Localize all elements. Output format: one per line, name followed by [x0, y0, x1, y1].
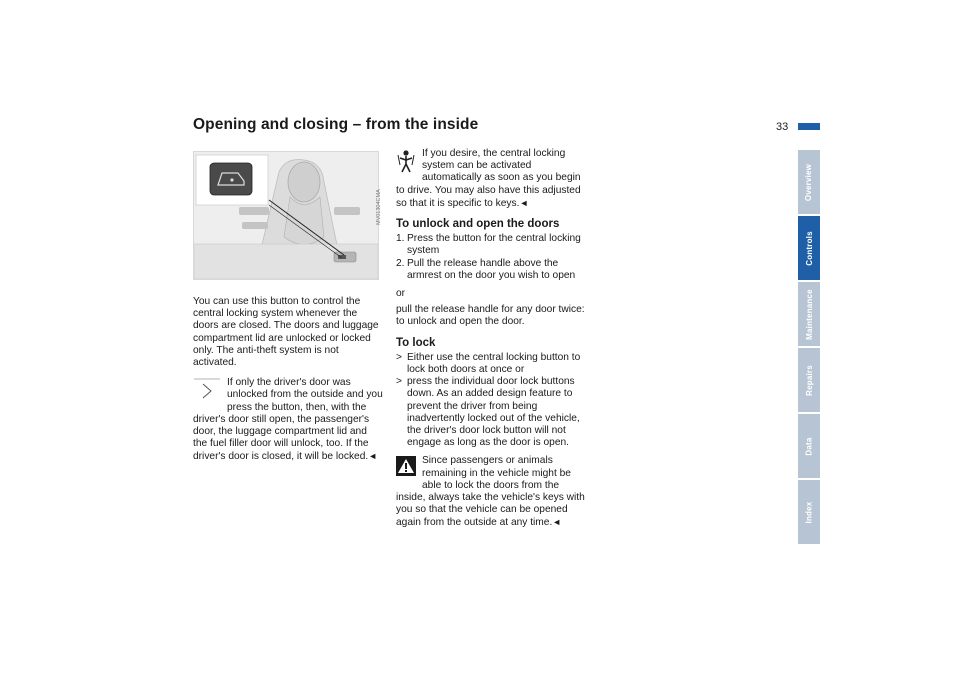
- tab-controls[interactable]: [798, 216, 820, 280]
- left-column: [193, 296, 383, 472]
- note-block: [193, 377, 383, 463]
- end-marker: ◄: [519, 197, 529, 208]
- step-text: Pull the release handle above the armrest on the door you wish to open: [407, 257, 576, 281]
- warning-triangle-icon: [396, 456, 418, 482]
- tab-overview[interactable]: [798, 150, 820, 214]
- tab-label: Repairs: [804, 364, 814, 396]
- list-item: [396, 352, 590, 376]
- warning-block: [396, 455, 590, 529]
- unlock-heading: To unlock and open the doors: [396, 218, 560, 231]
- end-marker: ◄: [368, 451, 378, 462]
- tab-label: Index: [804, 501, 814, 523]
- console-illustration: [193, 151, 379, 280]
- console-drawing: [194, 152, 378, 279]
- note-text: If you desire, the central locking system can be activated automatically as soon as you begin to drive. You may also have this adjusted so that it is specific to keys.: [396, 148, 581, 209]
- figure-code: MV01304CMA: [376, 189, 382, 225]
- step-number: 1.: [396, 233, 405, 245]
- warning-text: Since passengers or animals remaining in the vehicle might be able to lock the doors from the inside, always take the vehicle's keys with you so that the vehicle can be opened again from the outside at any time.: [396, 455, 585, 529]
- tab-label: Controls: [804, 230, 814, 266]
- step-number: 2.: [396, 257, 405, 269]
- unlock-steps: [396, 233, 590, 282]
- lock-heading: To lock: [396, 336, 436, 349]
- note-text: If only the driver's door was unlocked from the outside and you press the button, then, with the driver's door still open, the passenger's door, the luggage compartment lid and the fuel filler door will unlock, too. If the driver's door is closed, it will be locked.: [193, 377, 383, 463]
- step-text: Press the button for the central locking system: [407, 233, 581, 257]
- item-text: Either use the central locking button to lock both doors at once or: [407, 351, 581, 376]
- tab-index[interactable]: [798, 480, 820, 544]
- bullet-mark: >: [396, 351, 402, 363]
- item-text: press the individual door lock buttons down. As an added design feature to prevent the driver from being inadvertently locked out of the vehicle, the driver's door lock button will not engage as long as the door is open.: [407, 376, 580, 449]
- person-icon: [396, 149, 418, 175]
- tab-label: Data: [804, 436, 814, 456]
- tab-maintenance[interactable]: [798, 282, 820, 346]
- tab-label: Maintenance: [804, 288, 814, 340]
- bullet-mark: >: [396, 376, 402, 388]
- lock-items: [396, 352, 590, 450]
- page-number: 33: [776, 121, 789, 133]
- note-arrow-icon: [193, 378, 223, 404]
- note-block: [396, 148, 590, 210]
- list-item: [396, 233, 590, 257]
- tab-data[interactable]: [798, 414, 820, 478]
- tab-label: Overview: [804, 163, 814, 201]
- tab-repairs[interactable]: [798, 348, 820, 412]
- end-marker: ◄: [552, 517, 562, 528]
- right-column: [396, 148, 590, 538]
- list-item: [396, 258, 590, 282]
- page-marker: [798, 123, 820, 130]
- list-item: [396, 376, 590, 449]
- intro-paragraph: You can use this button to control the central locking system whenever the doors are closed. The doors and luggage compartment lid are unlocked or locked only. The anti-theft system is not activated.: [193, 296, 379, 369]
- section-tabs: [798, 150, 820, 546]
- page-title: Opening and closing – from the inside: [193, 116, 479, 133]
- or-text: or: [396, 288, 406, 300]
- unlock-alternative: pull the release handle for any door twice: to unlock and open the door.: [396, 304, 585, 328]
